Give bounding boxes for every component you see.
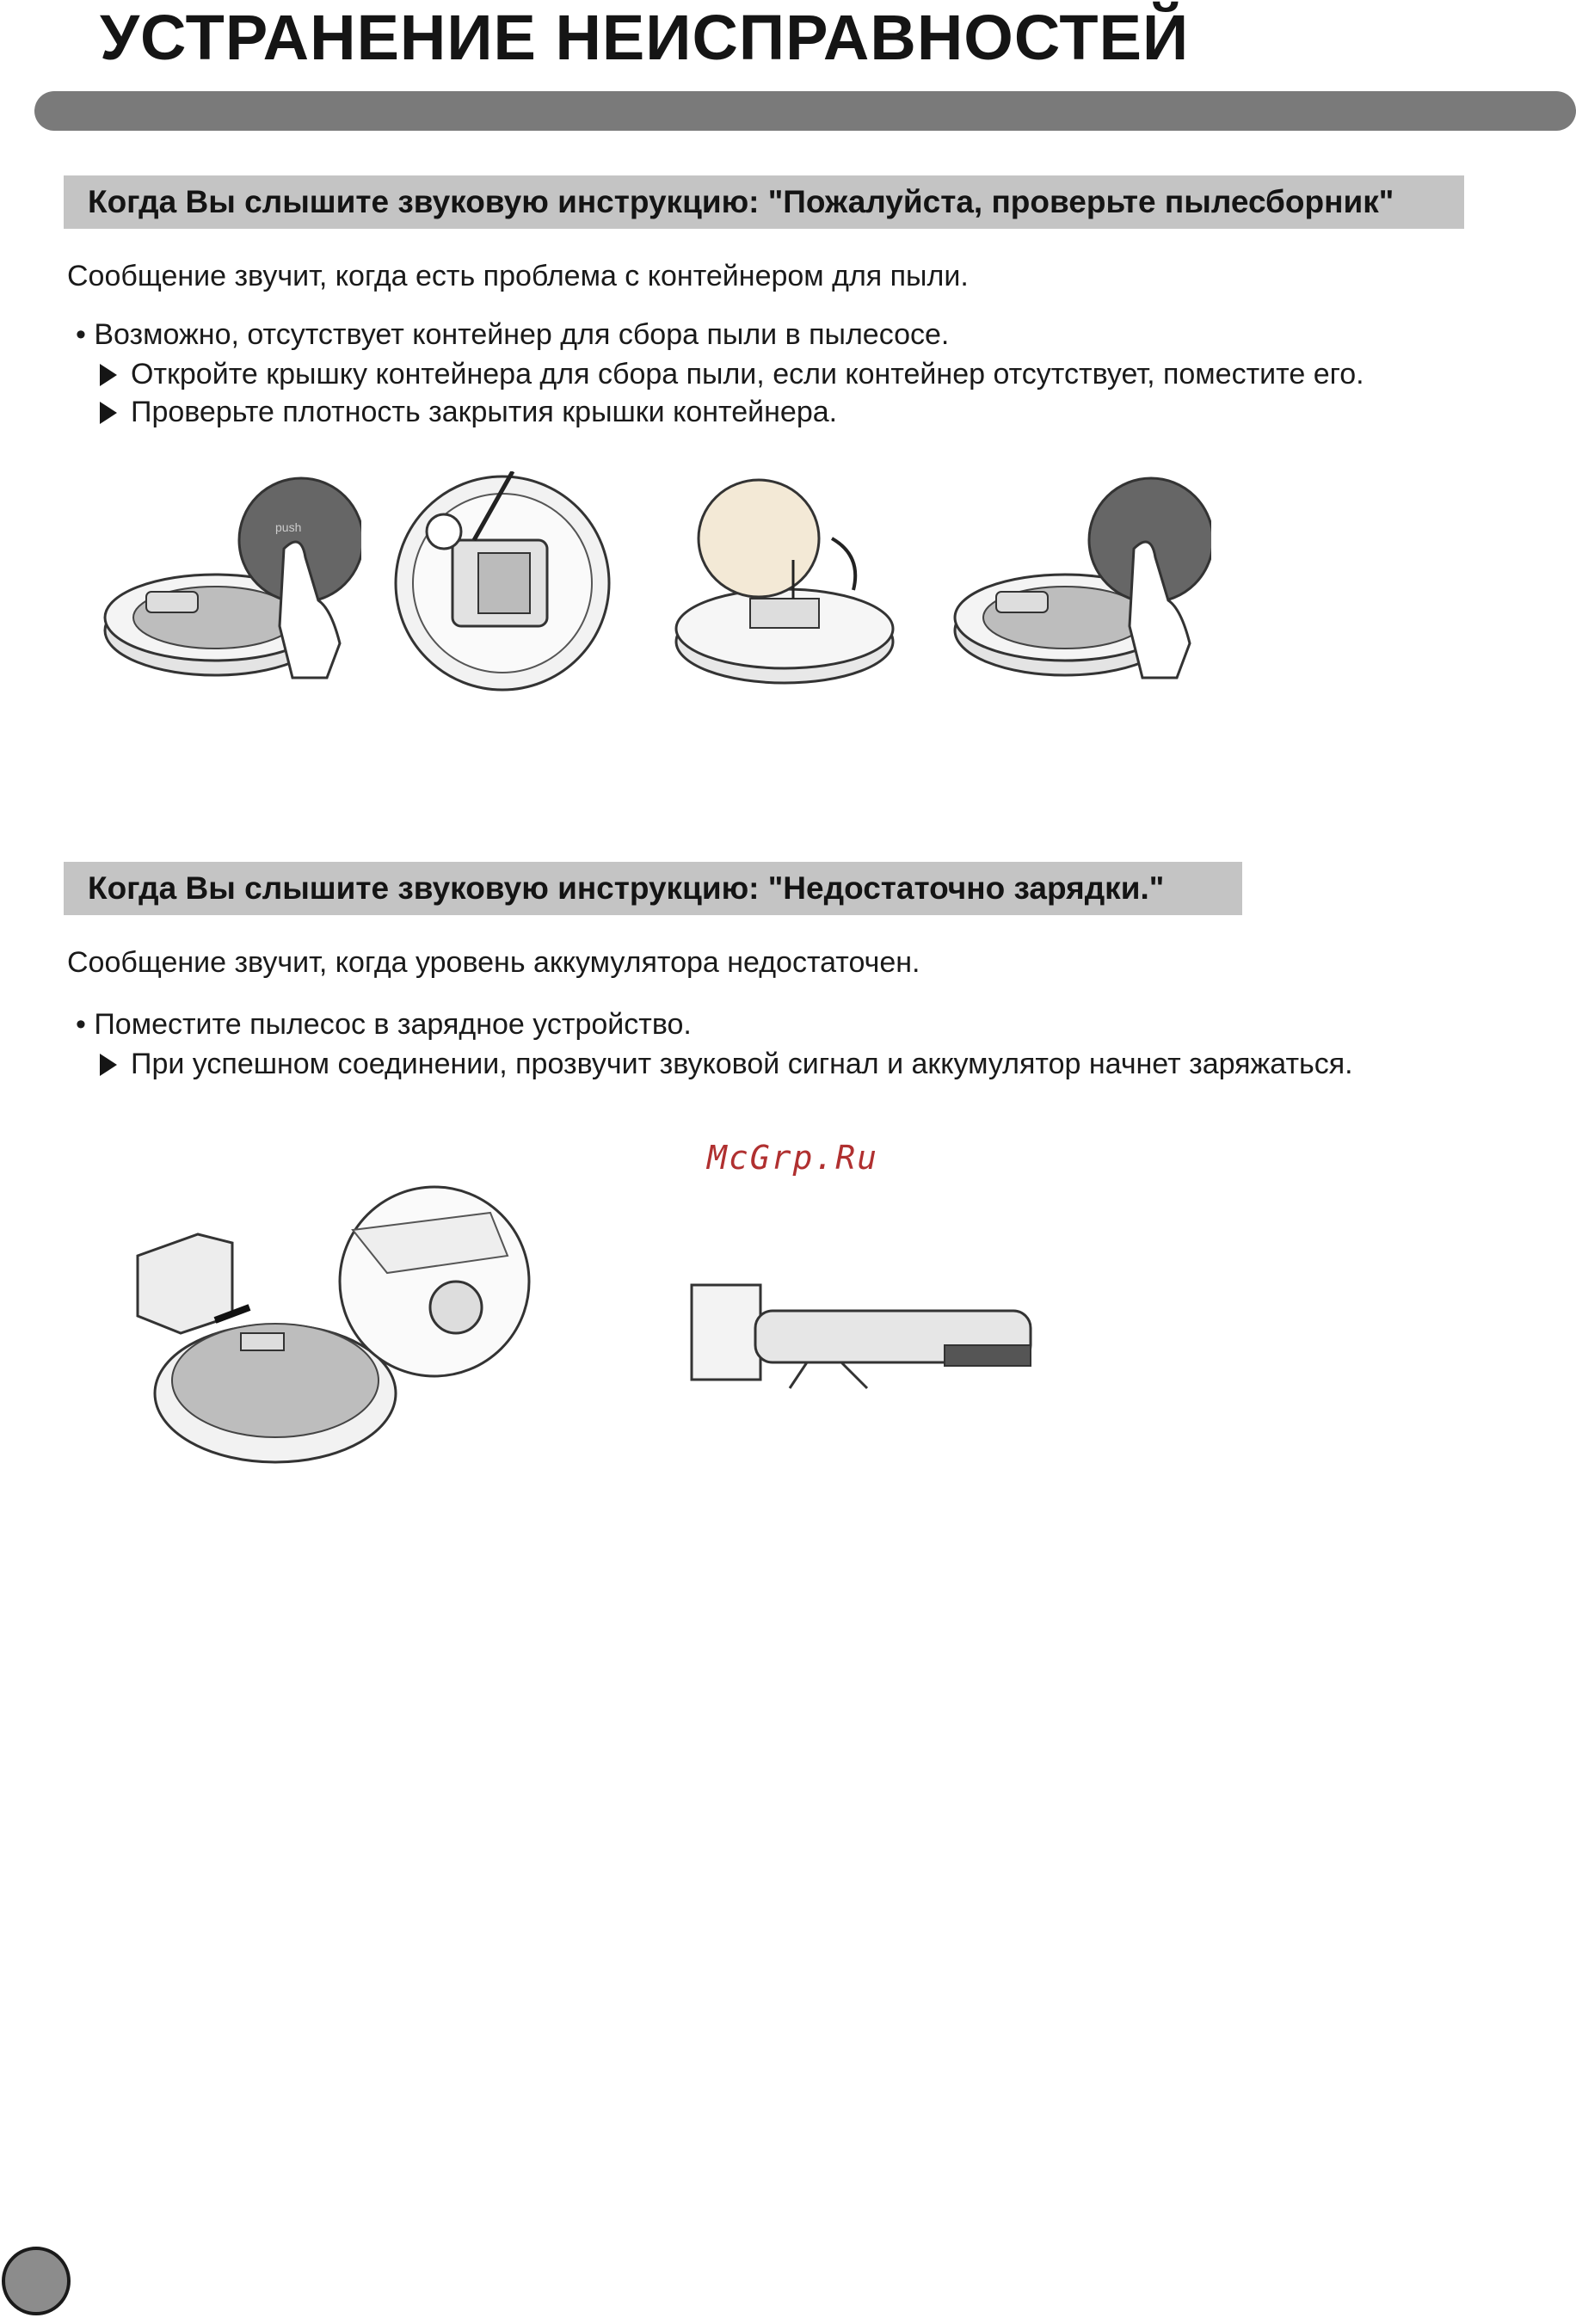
section2-bullet: • Поместите пылесос в зарядное устройство.	[76, 1008, 692, 1041]
section2-message: Сообщение звучит, когда уровень аккумулятора недостаточен.	[67, 946, 920, 979]
robot-push-lid-close-illustration	[953, 471, 1211, 686]
section2-header: Когда Вы слышите звуковую инструкцию: "Недостаточно зарядки."	[64, 862, 1242, 915]
section2-step-1	[100, 1046, 1353, 1082]
section1-bullet: • Возможно, отсутствует контейнер для сбора пыли в пылесосе.	[76, 318, 950, 351]
robot-docking-illustration	[129, 1178, 533, 1488]
robot-push-lid-illustration	[103, 471, 361, 686]
arrow-right-icon	[100, 1054, 117, 1076]
arrow-right-icon	[100, 402, 117, 424]
push-label: push	[275, 520, 302, 534]
section1-step-1-text: Откройте крышку контейнера для сбора пыли, если контейнер отсутствует, поместите его.	[131, 358, 1364, 390]
arrow-right-icon	[100, 364, 117, 386]
watermark: McGrp.Ru	[707, 1139, 879, 1177]
title-bar-divider	[34, 91, 1576, 131]
robot-on-charger-side-view-illustration	[686, 1276, 1039, 1397]
section1-step-1	[100, 356, 1364, 392]
section1-step-2	[100, 394, 837, 430]
section1-header: Когда Вы слышите звуковую инструкцию: "Пожалуйста, проверьте пылесборник"	[64, 175, 1464, 229]
page-title: УСТРАНЕНИЕ НЕИСПРАВНОСТЕЙ	[100, 2, 1190, 73]
section1-step-2-text: Проверьте плотность закрытия крышки контейнера.	[131, 396, 838, 428]
robot-open-dust-bin-illustration	[392, 471, 616, 695]
section1-message: Сообщение звучит, когда есть проблема с контейнером для пыли.	[67, 260, 969, 292]
robot-dust-bin-insert-illustration	[673, 478, 896, 702]
page-number-badge	[2, 2247, 71, 2315]
section2-step-1-text: При успешном соединении, прозвучит звуковой сигнал и аккумулятор начнет заряжаться.	[131, 1048, 1353, 1080]
